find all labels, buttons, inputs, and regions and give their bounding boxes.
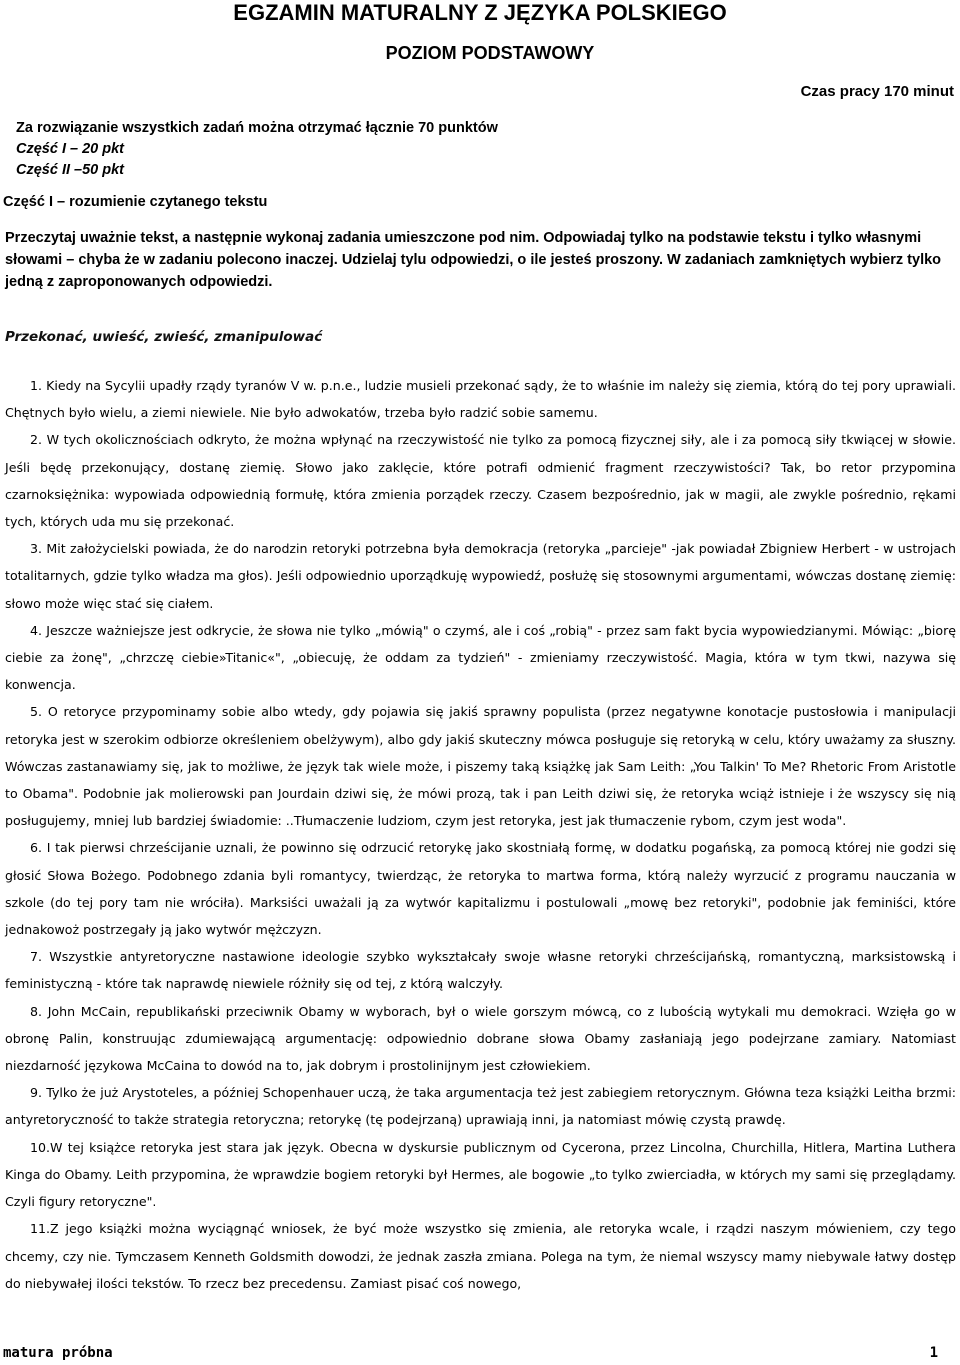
exam-level: POZIOM PODSTAWOWY xyxy=(385,43,595,63)
paragraph: 2. W tych okolicznościach odkryto, że można wpłynąć na rzeczywistość nie tylko za pomocą fizycznej siły, ale i za pomocą siły tkwiącej w słowie. Jeśli będę przekonujący, dostanę ziemię. Słowo jako zaklęcie, które potrafi odmienić fragment rzeczywistości? Tak, bo retor przypomina czarnoksiężnika: wypowiada odpowiednią formułę, która zmienia porządek rzeczy. Czasem bezpośrednio, jak w magii, ale zwykle pośrednio, rękami tych, których uda mu się przekonać. xyxy=(5,432,956,530)
paragraph: 5. O retoryce przypominamy sobie albo wtedy, gdy pojawia się jakiś sprawny populista (przez negatywne konotacje pustosłowia i manipulacji retoryka jest w szerokim odbiorze określeniem obelżywym), albo gdy jakiś skuteczny mówca posługuje się retoryką w celu, który uważamy za słuszny. Wówczas zastanawiamy się, jak to możliwe, że język tak wiele może, i piszemy taką książkę jak Sam Leith: „You Talkin' To Me? Rhetoric From Aristotle to Obama". Podobnie jak molierowski pan Jourdain dziwi się, że mówi prozą, tak i pan Leith dziwi się, że retoryka wciąż istnieje i że wszyscy się nią posługujemy, mniej lub bardziej świadomie: ..Tłumaczenie ludziom, czym jest retoryka, jest jak tłumaczenie rybom, czym jest woda". xyxy=(5,704,956,829)
paragraph: 10.W tej książce retoryka jest stara jak język. Obecna w dyskursie publicznym od Cycerona, przez Lincolna, Churchilla, Hitlera, Martina Luthera Kinga do Obamy. Leith przypomina, że wprawdzie bogiem retoryki był Hermes, ale bogowie „to tylko zwierciadła, w których my sami się przeglądamy. Czyli figury retoryczne". xyxy=(5,1139,956,1210)
paragraph: 9. Tylko że już Arystoteles, a później Schopenhauer uczą, że taka argumentacja też jest zabiegiem retorycznym. Główna teza książki Leitha brzmi: antyretoryczność to także strategia retoryczna; retorykę (tę podejrzaną) uprawiają inni, ja natomiast mówię czystą prawdę. xyxy=(5,1085,956,1128)
points-info xyxy=(16,118,498,181)
paragraph: 8. John McCain, republikański przeciwnik Obamy w wyborach, był o wiele gorszym mówcą, co z lubością wytykali mu demokraci. Wzięła go w obronę Palin, konstruując zdumiewającą argumentację: odpowiednio dobrane słowa Obamy zasłaniają jego podejrzane zamiary. Natomiast niezdarność językowa McCaina to dowód na to, jak dobrym i prostolinijnym jest człowiekiem. xyxy=(5,1003,956,1074)
points-part1: Część I – 20 pkt xyxy=(16,141,124,157)
page-number: 1 xyxy=(929,1345,938,1361)
paragraph: 6. I tak pierwsi chrześcijanie uznali, że powinno się odrzucić retorykę jako skostniałą formę, w dodatku pogańską, za pomocą której nie godzi się głosić Słowa Bożego. Podobnego zdania byli romantycy, twierdząc, że retoryka to martwa forma, którą należy wyrzucić z programu nauczania w szkole (do tej pory tam nie wróciła). Marksiści uważali ją za wytwór kapitalizmu i postulowali „mowę bez retoryki", podobnie jak feminiści, które jednakowoż postrzegały ją jako wytwór mężczyzn. xyxy=(5,840,956,938)
points-total: Za rozwiązanie wszystkich zadań można otrzymać łącznie 70 punktów xyxy=(16,120,498,136)
instructions: Przeczytaj uważnie tekst, a następnie wykonaj zadania umieszczone pod nim. Odpowiadaj tylko na podstawie tekstu i tylko własnymi słowami – chyba że w zadaniu polecono inaczej. Udzielaj tylu odpowiedzi, o ile jesteś proszony. W zadaniach zamkniętych wybierz tylko jedną z zaproponowanych odpowiedzi. xyxy=(5,230,942,290)
part-title: Część I – rozumienie czytanego tekstu xyxy=(3,194,268,210)
paragraph: 3. Mit założycielski powiada, że do narodzin retoryki potrzebna była demokracja (retoryka „parcieje" -jak powiadał Zbigniew Herbert - w ustrojach totalitarnych, gdzie tylko władza ma głos). Jeśli odpowiednio uporządkuję wypowiedź, posłużę się stosownymi argumentami, wówczas dostanę ziemię: słowo może więc stać się ciałem. xyxy=(5,541,956,611)
work-time: Czas pracy 170 minut xyxy=(800,83,954,100)
points-part2: Część II –50 pkt xyxy=(16,162,124,178)
paragraph: 1. Kiedy na Sycylii upadły rządy tyranów V w. p.n.e., ludzie musieli przekonać sądy, że to właśnie im należy się ziemia, którą do tej pory uprawiali. Chętnych było wielu, a ziemi niewiele. Nie było adwokatów, trzeba było radzić sobie samemu. xyxy=(5,378,956,421)
paragraph: 7. Wszystkie antyretoryczne nastawione ideologie szybko wykształcały swoje własne retoryki chrześcijańską, romantyczną, marksistowską i feministyczną - które tak naprawdę niewiele różniły się od tej, z którą walczyły. xyxy=(5,949,956,992)
reading-text xyxy=(5,372,956,1297)
paragraph: 4. Jeszcze ważniejsze jest odkrycie, że słowa nie tylko „mówią" o czymś, ale i coś „robią" - przez sam fakt bycia wypowiedzianymi. Mówiąc: „biorę ciebie za żonę", „chrzczę ciebie»Titanic«", „obiecuję, że oddam za tydzień" - zmieniamy rzeczywistość. Magia, która w tym tkwi, nazywa się konwencja. xyxy=(5,622,956,693)
paragraph: 11.Z jego książki można wyciągnąć wniosek, że być może wszystko się zmienia, ale retoryka wcale, i rządzi naszym mówieniem, czy tego chcemy, czy nie. Tymczasem Kenneth Goldsmith dowodzi, że jednak zaszła zmiana. Polega na tym, że niemal wszyscy mamy niebywale łatwy dostęp do niebywałej ilości tekstów. To rzecz bez precedensu. Zamiast pisać coś nowego, xyxy=(5,1221,956,1291)
text-title: Przekonać, uwieść, zwieść, zmanipulować xyxy=(5,329,323,345)
footer-label: matura próbna xyxy=(3,1345,113,1361)
exam-title: EGZAMIN MATURALNY Z JĘZYKA POLSKIEGO xyxy=(233,0,727,25)
